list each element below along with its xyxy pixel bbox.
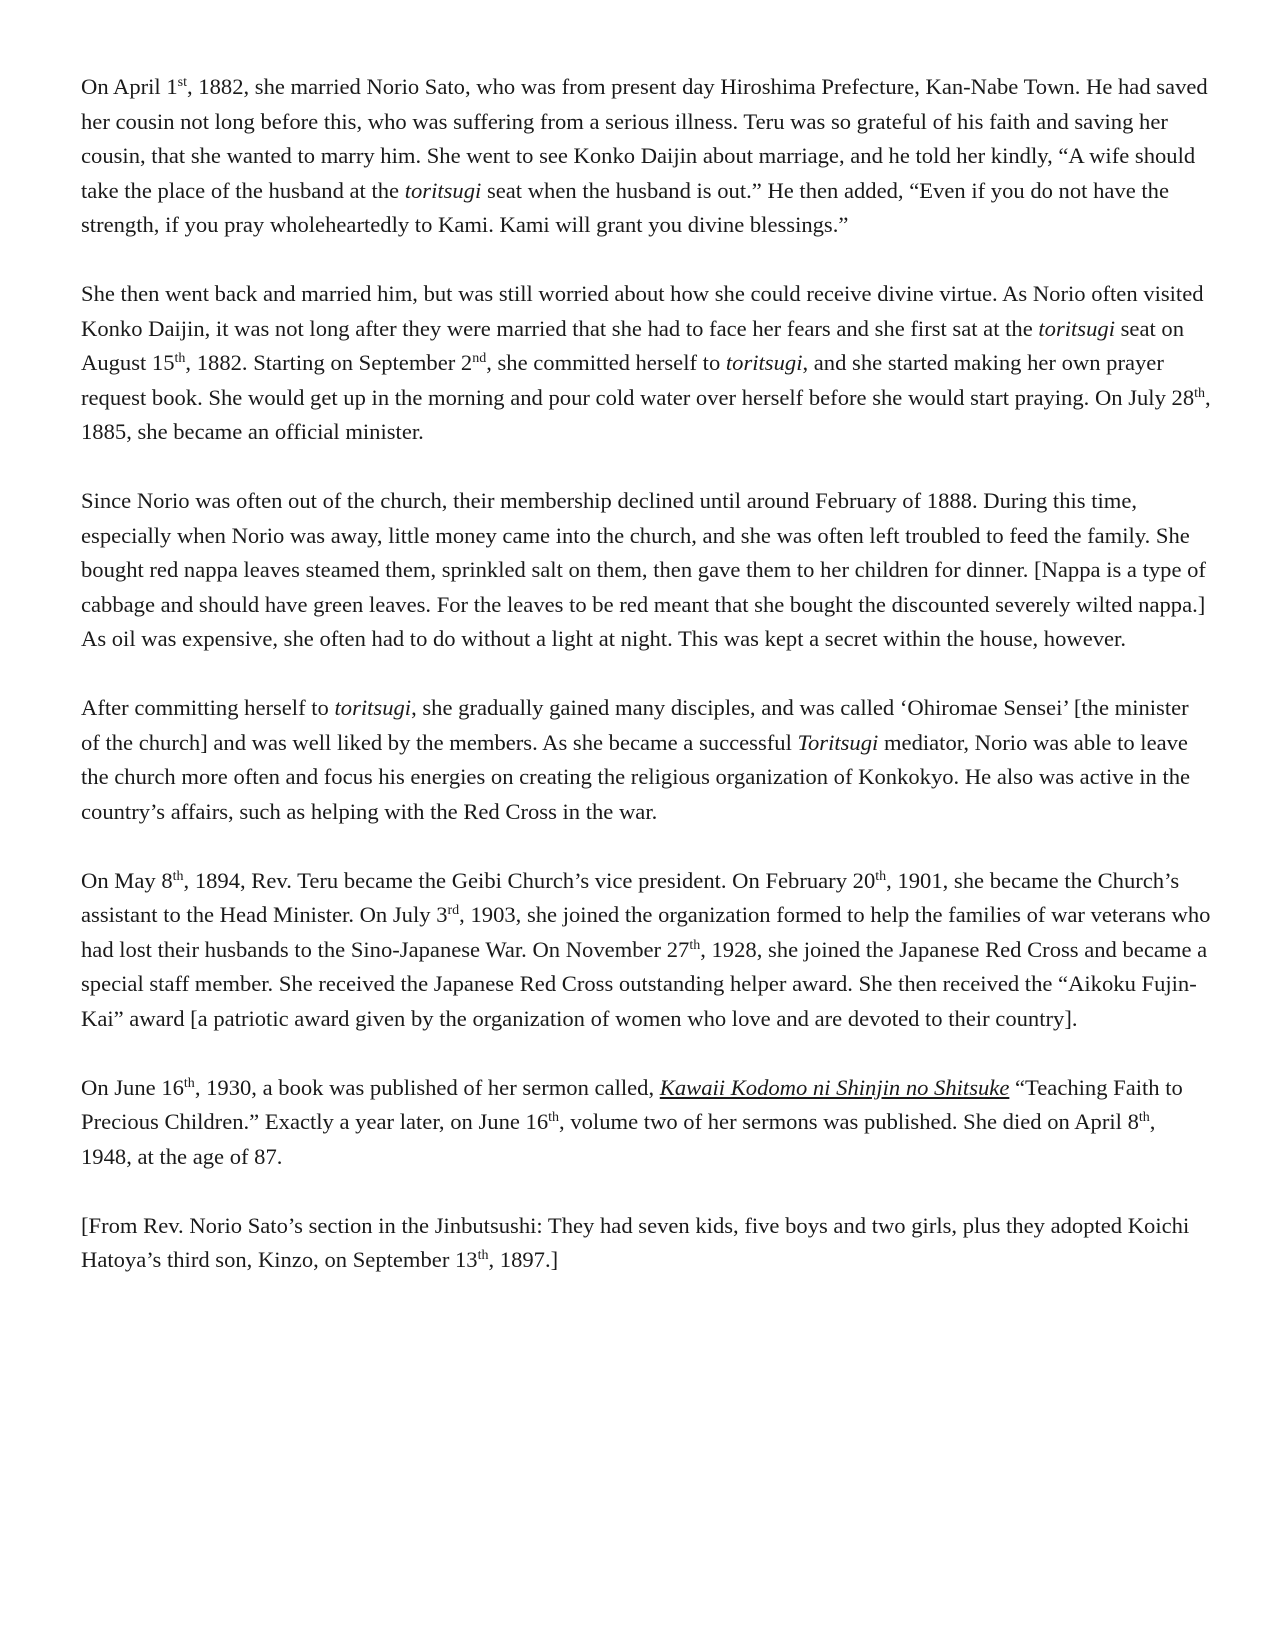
text-run: On May 8 [81,867,173,893]
text-run: She then went back and married him, but was still worried about how she could receive divine virtue. As Norio often visited Konko Daijin, it was not long after they were married that she had to face her fears and she first sat at the [81,281,1204,341]
text-run: , 1930, a book was published of her sermon called, [194,1074,660,1100]
ordinal-suffix: th [875,868,887,884]
italic-term: toritsugi [1038,315,1115,341]
ordinal-suffix: th [689,937,701,953]
text-run: , 1948, at the age of 87. [81,1109,1156,1169]
text-run: On April 1 [81,74,178,99]
text-run: mediator, Norio was able to leave the church more often and focus his energies on creating the religious organization of Konkokyo. He also was active in the country’s affairs, such as helping with the Red Cross in the war. [81,729,1191,824]
paragraph-7 [81,1209,1211,1278]
ordinal-suffix: th [183,1075,195,1091]
italic-term: toritsugi [404,177,482,203]
text-run: , she gradually gained many disciples, and was called ‘Ohiromae Sensei’ [the minister of the church] and was well liked by the members. As she became a successful [81,695,1189,755]
text-run: , 1882. Starting on September 2 [185,350,473,375]
ordinal-suffix: th [548,1110,560,1125]
paragraph-6 [81,1071,1211,1175]
text-run: , and she started making her own prayer request book. She would get up in the morning and pour cold water over herself before she would start praying. On July 28 [81,350,1195,410]
ordinal-suffix: st [177,75,187,90]
text-run: , 1901, she became the Church’s assistant to the Head Minister. On July 3 [81,867,1180,927]
text-run: On June 16 [81,1074,184,1100]
ordinal-suffix: nd [472,351,487,366]
italic-term: toritsugi [725,350,803,375]
text-run: seat when the husband is out.” He then added, “Even if you do not have the strength, if you pray wholeheartedly to Kami. Kami will grant you divine blessings.” [81,177,1169,237]
ordinal-suffix: th [1138,1110,1150,1125]
text-run: After committing herself to [81,695,335,720]
text-run: , volume two of her sermons was published. She died on April 8 [559,1109,1139,1134]
text-run: , 1903, she joined the organization formed to help the families of war veterans who had lost their husbands to the Sino-Japanese War. On November 27 [81,902,1211,962]
text-run: , 1928, she joined the Japanese Red Cross and became a special staff member. She received the Japanese Red Cross outstanding helper award. She then received the “Aikoku Fujin-Kai” award [a patriotic award given by the organization of women who love and are devoted to their country]. [81,936,1208,1031]
paragraph-1 [81,70,1211,243]
paragraph-5 [81,864,1211,1037]
text-run: seat on August 15 [81,315,1185,375]
ordinal-suffix: th [172,868,184,884]
ordinal-suffix: th [477,1248,489,1263]
text-run: , 1894, Rev. Teru became the Geibi Church’s vice president. On February 20 [183,867,876,893]
text-run: , 1897.] [488,1247,559,1272]
paragraph-2 [81,277,1211,450]
text-run: Since Norio was often out of the church, their membership declined until around February of 1888. During this time, especially when Norio was away, little money came into the church, and she was often left troubled to feed the family. She bought red nappa leaves steamed them, sprinkled salt on them, then gave them to her children for dinner. [Nappa is a type of cabbage and should have green leaves. For the leaves to be red meant that she bought the discounted severely wilted nappa.] As oil was expensive, she often had to do without a light at night. This was kept a secret within the house, however. [81,488,1206,651]
book-title: Kawaii Kodomo ni Shinjin no Shitsuke [659,1074,1010,1100]
text-run: “Teaching Faith to Precious Children.” Exactly a year later, on June 16 [81,1074,1183,1134]
text-run: , 1885, she became an official minister. [81,384,1211,444]
italic-term: Toritsugi [797,729,879,755]
ordinal-suffix: th [1194,385,1206,401]
document-body [81,70,1211,1312]
text-run: , 1882, she married Norio Sato, who was from present day Hiroshima Prefecture, Kan-Nabe Town. He had saved her cousin not long before this, who was suffering from a serious illness. Teru was so grateful of his faith and saving her cousin, that she wanted to marry him. She went to see Konko Daijin about marriage, and he told her kindly, “A wife should take the place of the husband at the [81,74,1208,203]
paragraph-4 [81,691,1211,829]
text-run: [From Rev. Norio Sato’s section in the Jinbutsushi: They had seven kids, five boys and two girls, plus they adopted Koichi Hatoya’s third son, Kinzo, on September 13 [81,1212,1190,1272]
italic-term: toritsugi [334,695,412,720]
paragraph-3 [81,484,1211,657]
ordinal-suffix: th [174,351,186,366]
text-run: , she committed herself to [486,350,726,375]
ordinal-suffix: rd [447,903,460,918]
